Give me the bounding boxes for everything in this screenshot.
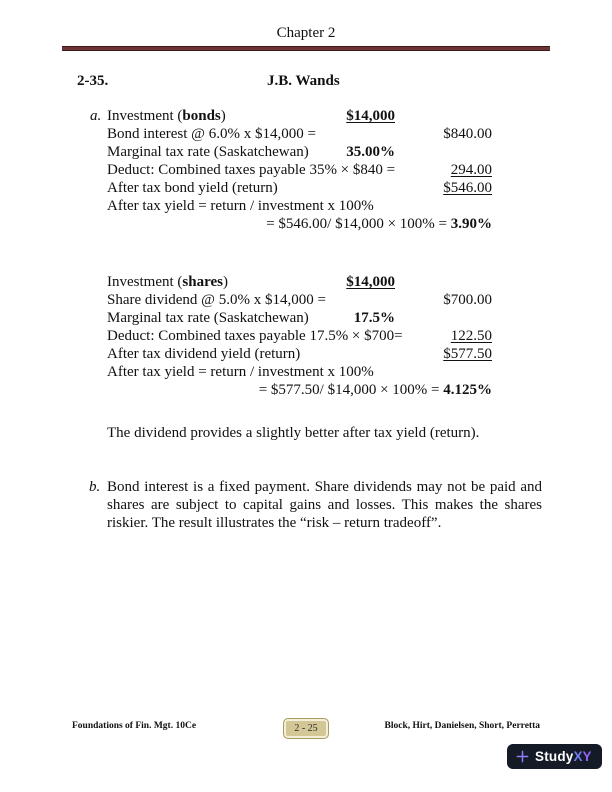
shares-deduct-value: 122.50 — [450, 328, 492, 344]
bonds-tax-rate-value: 35.00% — [346, 144, 395, 160]
part-b-text: Bond interest is a fixed payment. Share dividends may not be paid and shares are subject to capital gains and losses. This makes the shares riskier. The result illustrates the “risk – return tradeoff”. — [107, 479, 542, 531]
brand-name — [535, 749, 592, 764]
part-b-marker: b. — [89, 479, 101, 495]
part-a-marker: a. — [90, 108, 102, 124]
shares-title-emph: shares — [182, 274, 223, 290]
brand-name-study: Study — [535, 749, 574, 764]
bonds-yield-formula-row — [107, 197, 492, 215]
bonds-tax-rate-row — [107, 143, 492, 161]
bonds-investment-row — [107, 107, 492, 125]
shares-yield-formula-row — [107, 363, 492, 381]
bonds-deduct-label: Deduct: Combined taxes payable 35% × $840 = — [107, 162, 396, 178]
bonds-after-tax-row — [107, 179, 492, 197]
shares-investment-label — [107, 274, 228, 290]
shares-yield-result: 4.125% — [443, 382, 492, 398]
shares-investment-row — [107, 273, 492, 291]
bonds-deduct-value: 294.00 — [450, 162, 492, 178]
bonds-interest-value: $840.00 — [443, 126, 492, 142]
footer-book-title: Foundations of Fin. Mgt. 10Ce — [72, 721, 197, 731]
bonds-tax-rate-label: Marginal tax rate (Saskatchewan) — [107, 144, 309, 160]
shares-yield-calc: = $577.50/ $14,000 × 100% = — [258, 382, 444, 398]
brand-name-y: Y — [582, 749, 592, 764]
problem-number: 2-35. — [77, 73, 109, 89]
shares-title-prefix: Investment ( — [107, 274, 183, 290]
shares-dividend-row — [107, 291, 492, 309]
shares-calculation — [107, 273, 492, 399]
page-number-badge: 2 - 25 — [283, 718, 329, 739]
bonds-title-prefix: Investment ( — [107, 108, 183, 124]
bonds-yield-calc: = $546.00/ $14,000 × 100% = — [266, 216, 451, 232]
bonds-yield-result: 3.90% — [450, 216, 492, 232]
bonds-after-tax-label: After tax bond yield (return) — [107, 180, 278, 196]
header-rule — [62, 46, 550, 51]
shares-dividend-value: $700.00 — [443, 292, 492, 308]
chapter-header: Chapter 2 — [276, 25, 336, 41]
shares-title-suffix: ) — [222, 274, 228, 290]
shares-yield-result-row — [107, 381, 492, 399]
shares-yield-formula: After tax yield = return / investment x 100% — [107, 364, 374, 380]
shares-after-tax-row — [107, 345, 492, 363]
bonds-investment-label — [107, 108, 226, 124]
shares-deduct-row — [107, 327, 492, 345]
studyxy-brand-badge[interactable] — [507, 744, 602, 769]
footer-authors: Block, Hirt, Danielsen, Short, Perretta — [384, 721, 540, 731]
shares-investment-amount: $14,000 — [346, 274, 395, 290]
bonds-title-suffix: ) — [220, 108, 226, 124]
part-a-conclusion: The dividend provides a slightly better after tax yield (return). — [107, 425, 480, 441]
bonds-after-tax-value: $546.00 — [443, 180, 492, 196]
bonds-investment-amount: $14,000 — [346, 108, 395, 124]
brand-name-x: X — [573, 749, 583, 764]
bonds-yield-formula: After tax yield = return / investment x 100% — [107, 198, 374, 214]
shares-tax-rate-label: Marginal tax rate (Saskatchewan) — [107, 310, 309, 326]
shares-deduct-label: Deduct: Combined taxes payable 17.5% × $700= — [107, 328, 403, 344]
plus-icon — [515, 749, 530, 764]
shares-after-tax-value: $577.50 — [443, 346, 492, 362]
bonds-interest-label: Bond interest @ 6.0% x $14,000 = — [107, 126, 316, 142]
bonds-deduct-row — [107, 161, 492, 179]
bonds-interest-row — [107, 125, 492, 143]
bonds-title-emph: bonds — [182, 108, 221, 124]
problem-title: J.B. Wands — [267, 73, 340, 89]
shares-dividend-label: Share dividend @ 5.0% x $14,000 = — [107, 292, 326, 308]
bonds-yield-result-row — [107, 215, 492, 233]
shares-tax-rate-value: 17.5% — [353, 310, 395, 326]
shares-tax-rate-row — [107, 309, 492, 327]
bonds-calculation — [107, 107, 492, 233]
shares-after-tax-label: After tax dividend yield (return) — [107, 346, 301, 362]
